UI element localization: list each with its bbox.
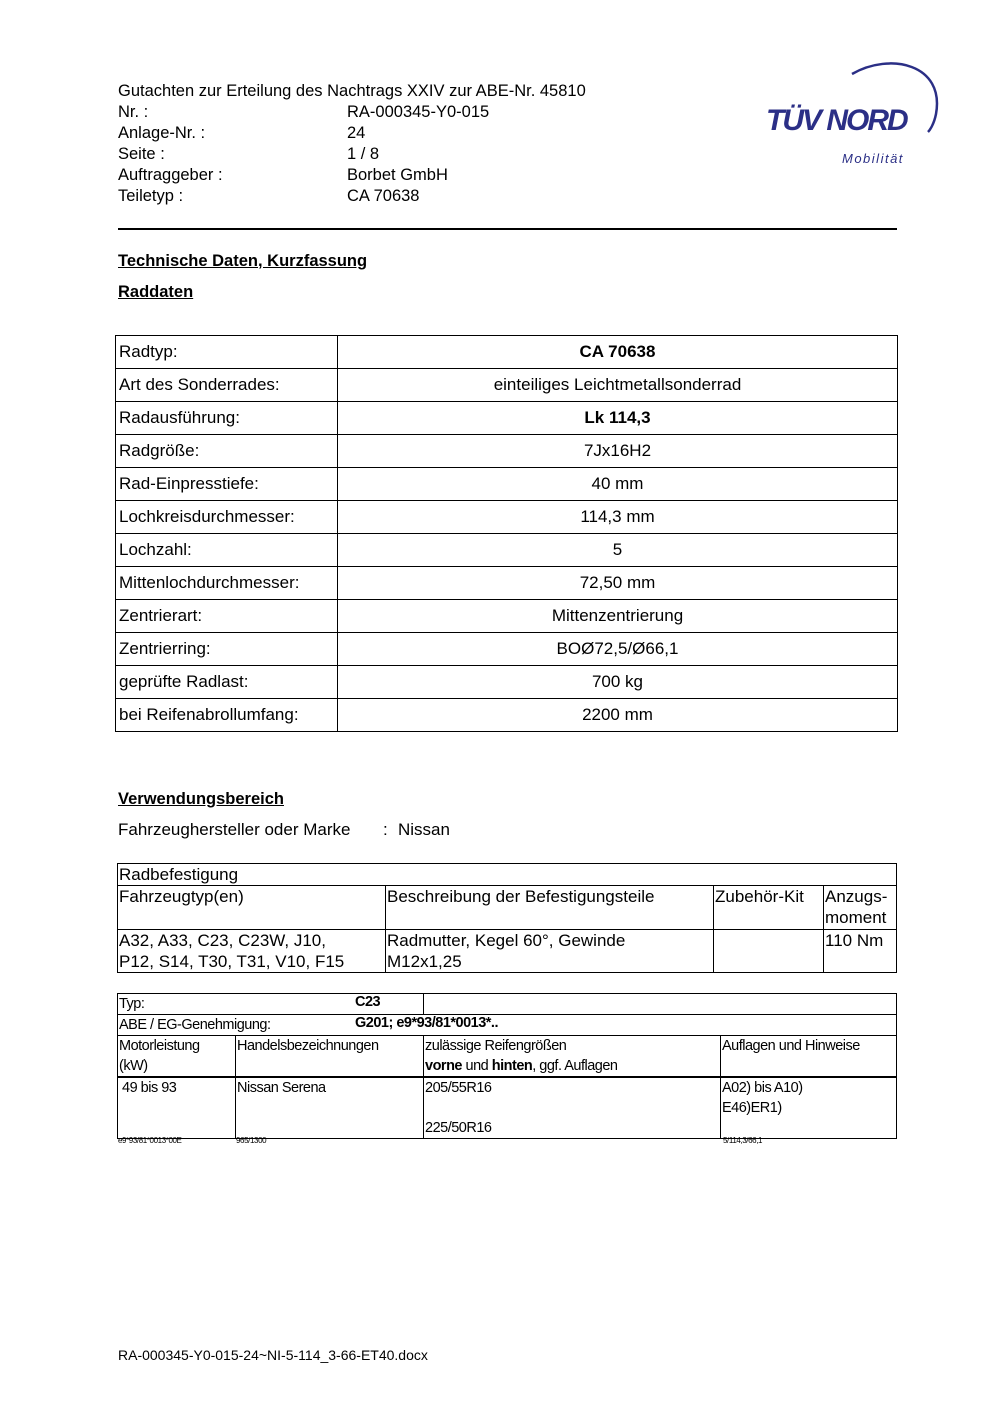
fixing-title: Radbefestigung bbox=[118, 864, 897, 886]
wheel-data-label: Radausführung: bbox=[116, 402, 338, 435]
vehicle-header-tyres-line2 bbox=[425, 1056, 719, 1076]
field-label-auftraggeber: Auftraggeber : bbox=[118, 166, 223, 184]
fixing-types-cell bbox=[118, 930, 386, 973]
wheel-data-label: Zentrierart: bbox=[116, 600, 338, 633]
fixing-description-cell bbox=[386, 930, 714, 973]
vehicle-abe-cell bbox=[118, 1015, 897, 1036]
field-value-auftraggeber: Borbet GmbH bbox=[347, 166, 448, 184]
wheel-data-label: bei Reifenabrollumfang: bbox=[116, 699, 338, 732]
fixing-header-types: Fahrzeugtyp(en) bbox=[118, 886, 386, 930]
wheel-data-row bbox=[116, 501, 898, 534]
wheel-data-label: Lochzahl: bbox=[116, 534, 338, 567]
vehicle-header-power-line1: Motorleistung bbox=[119, 1038, 200, 1054]
manufacturer-separator: : bbox=[383, 820, 388, 839]
tuv-nord-logo bbox=[760, 56, 945, 171]
fixing-types-line2: P12, S14, T30, T31, V10, F15 bbox=[119, 952, 345, 971]
vehicle-header-trade: Handelsbezeichnungen bbox=[236, 1036, 424, 1078]
field-label-teiletyp: Teiletyp : bbox=[118, 187, 184, 205]
field-value-nr: RA-000345-Y0-015 bbox=[347, 103, 490, 121]
wheel-data-value: Lk 114,3 bbox=[338, 402, 898, 435]
vehicle-tyre-1: 205/55R16 bbox=[425, 1080, 492, 1096]
vehicle-row bbox=[118, 1077, 897, 1139]
vehicle-type-value-cell bbox=[424, 994, 897, 1015]
wheel-data-value: 700 kg bbox=[338, 666, 898, 699]
wheel-data-value: 40 mm bbox=[338, 468, 898, 501]
field-value-anlage: 24 bbox=[347, 124, 366, 142]
wheel-data-row bbox=[116, 600, 898, 633]
footer-filename: RA-000345-Y0-015-24~NI-5-114_3-66-ET40.docx bbox=[118, 1347, 428, 1363]
vehicle-abe-label: ABE / EG-Genehmigung: bbox=[119, 1017, 271, 1033]
section-technische-daten: Technische Daten, Kurzfassung bbox=[118, 252, 368, 270]
fixing-header-torque bbox=[824, 886, 897, 930]
vehicle-table bbox=[117, 993, 897, 1139]
field-label-seite: Seite : bbox=[118, 145, 165, 163]
wheel-data-row bbox=[116, 534, 898, 567]
wheel-data-label: Lochkreisdurchmesser: bbox=[116, 501, 338, 534]
tyres-front-label: vorne bbox=[425, 1058, 462, 1074]
field-value-teiletyp: CA 70638 bbox=[347, 187, 420, 205]
fixing-row bbox=[118, 930, 897, 973]
fixing-header-kit: Zubehör-Kit bbox=[714, 886, 824, 930]
wheel-data-row bbox=[116, 699, 898, 732]
vehicle-header-tyres-line1: zulässige Reifengrößen bbox=[425, 1038, 567, 1054]
vehicle-trade-cell: Nissan Serena bbox=[236, 1077, 424, 1139]
wheel-data-row bbox=[116, 468, 898, 501]
tyres-and-label: und bbox=[462, 1058, 492, 1074]
wheel-data-label: Radgröße: bbox=[116, 435, 338, 468]
vehicle-header-notes: Auflagen und Hinweise bbox=[721, 1036, 897, 1078]
wheel-data-value: CA 70638 bbox=[338, 336, 898, 369]
manufacturer-label: Fahrzeughersteller oder Marke bbox=[118, 820, 351, 839]
wheel-data-value: 72,50 mm bbox=[338, 567, 898, 600]
vehicle-note-1: A02) bis A10) bbox=[722, 1080, 803, 1096]
wheel-data-value: 5 bbox=[338, 534, 898, 567]
fixing-types-line1: A32, A33, C23, C23W, J10, bbox=[119, 931, 326, 950]
tyres-rear-label: hinten bbox=[491, 1058, 533, 1074]
section-verwendungsbereich: Verwendungsbereich bbox=[118, 790, 284, 808]
wheel-data-value: einteiliges Leichtmetallsonderrad bbox=[338, 369, 898, 402]
vehicle-header-power bbox=[118, 1036, 236, 1078]
wheel-data-value: 2200 mm bbox=[338, 699, 898, 732]
vehicle-header-power-line2: (kW) bbox=[119, 1058, 148, 1074]
fixing-header-description: Beschreibung der Befestigungsteile bbox=[386, 886, 714, 930]
wheel-data-row bbox=[116, 666, 898, 699]
vehicle-power-cell: 49 bis 93 bbox=[118, 1077, 236, 1139]
wheel-data-value: Mittenzentrierung bbox=[338, 600, 898, 633]
wheel-data-row bbox=[116, 633, 898, 666]
wheel-data-label: Zentrierring: bbox=[116, 633, 338, 666]
tyres-rest-label: , ggf. Auflagen bbox=[532, 1058, 618, 1074]
manufacturer-value: Nissan bbox=[398, 820, 450, 839]
footnote-weight: 965/1300 bbox=[236, 1136, 267, 1145]
fixing-header-torque-line1: Anzugs- bbox=[825, 887, 888, 906]
field-label-anlage: Anlage-Nr. : bbox=[118, 124, 206, 142]
wheel-data-row bbox=[116, 567, 898, 600]
fixing-header-torque-line2: moment bbox=[825, 908, 887, 927]
wheel-data-value: 7Jx16H2 bbox=[338, 435, 898, 468]
wheel-data-value: BOØ72,5/Ø66,1 bbox=[338, 633, 898, 666]
field-label-nr: Nr. : bbox=[118, 103, 149, 121]
header-divider bbox=[118, 228, 897, 230]
wheel-data-label: Mittenlochdurchmesser: bbox=[116, 567, 338, 600]
wheel-data-table bbox=[115, 335, 898, 732]
wheel-data-row bbox=[116, 402, 898, 435]
field-value-seite: 1 / 8 bbox=[347, 145, 380, 163]
vehicle-type-label: Typ: bbox=[119, 996, 145, 1012]
vehicle-tyre-2: 225/50R16 bbox=[425, 1120, 492, 1136]
logo-subtitle: Mobilität bbox=[842, 151, 904, 166]
vehicle-type-value: C23 bbox=[355, 994, 381, 1010]
wheel-data-row bbox=[116, 369, 898, 402]
fixing-kit-cell bbox=[714, 930, 824, 973]
fixing-torque-cell: 110 Nm bbox=[824, 930, 897, 973]
fixing-description-line1: Radmutter, Kegel 60°, Gewinde bbox=[387, 931, 626, 950]
footnote-approval: e9*93/81*0013*00E bbox=[118, 1136, 182, 1145]
footnote-pcd: 5/114,3/66,1 bbox=[723, 1136, 763, 1145]
wheel-data-row bbox=[116, 435, 898, 468]
document-title: Gutachten zur Erteilung des Nachtrags XXIV zur ABE-Nr. 45810 bbox=[118, 82, 586, 100]
wheel-data-label: Art des Sonderrades: bbox=[116, 369, 338, 402]
wheel-data-row bbox=[116, 336, 898, 369]
logo-brand: TÜV NORD bbox=[766, 104, 907, 137]
vehicle-abe-value: G201; e9*93/81*0013*.. bbox=[355, 1015, 498, 1031]
fixing-table bbox=[117, 863, 897, 973]
wheel-data-value: 114,3 mm bbox=[338, 501, 898, 534]
fixing-description-line2: M12x1,25 bbox=[387, 952, 462, 971]
vehicle-tyres-cell bbox=[424, 1077, 721, 1139]
vehicle-note-2: E46)ER1) bbox=[722, 1100, 782, 1116]
vehicle-header-tyres bbox=[424, 1036, 721, 1078]
wheel-data-label: Radtyp: bbox=[116, 336, 338, 369]
wheel-data-label: Rad-Einpresstiefe: bbox=[116, 468, 338, 501]
vehicle-notes-cell bbox=[721, 1077, 897, 1139]
section-raddaten: Raddaten bbox=[118, 283, 194, 301]
wheel-data-label: geprüfte Radlast: bbox=[116, 666, 338, 699]
